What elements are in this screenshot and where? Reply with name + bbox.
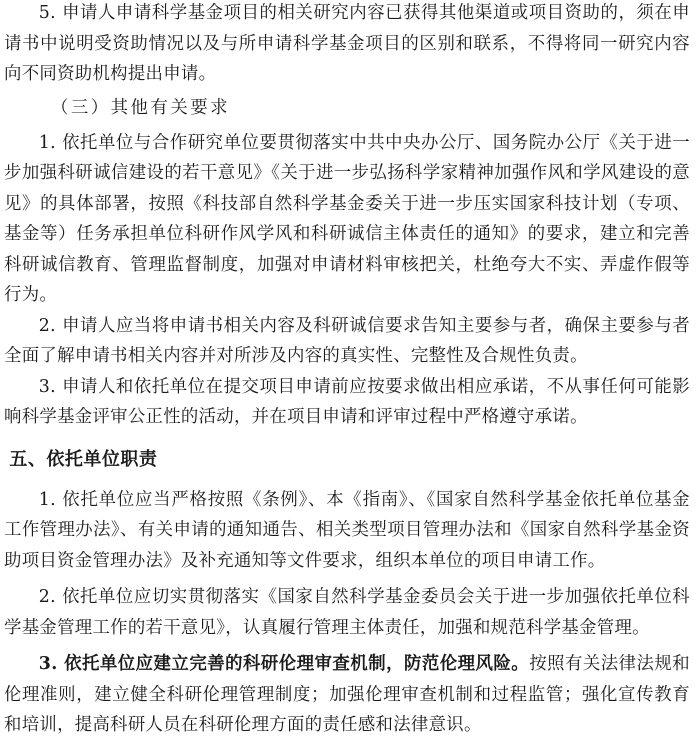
section-heading: 五、依托单位职责 (9, 448, 158, 470)
paragraph-duty-2: 2. 依托单位应切实贯彻落实《国家自然科学基金委员会关于进一步加强依托单位科学基金管理工作的若干意见》，认真履行管理主体责任，加强和规范科学基金管理。 (4, 587, 690, 638)
paragraph-duty-1: 1. 依托单位应当严格按照《条例》、本《指南》、《国家自然科学基金依托单位基金工作管理办法》、有关申请的通知通告、相关类型项目管理办法和《国家自然科学基金资助项目资金管理办法》及补充通知等文件要求，组织本单位的项目申请工作。 (4, 489, 690, 571)
subsection-heading: （三）其他有关要求 (50, 97, 230, 118)
paragraph-duty-3 (4, 649, 690, 741)
paragraph-other-requirement-1: 1. 依托单位与合作研究单位要贯彻落实中共中央办公厅、国务院办公厅《关于进一步加强科研诚信建设的若干意见》《关于进一步弘扬科学家精神加强作风和学风建设的意见》的具体部署，按照《科技部自然科学基金委关于进一步压实国家科技计划（专项、基金等）任务承担单位科研作风学风和科研诚信主体责任的通知》的要求，建立和完善科研诚信教育、管理监督制度，加强对申请材料审核把关，杜绝夸大不实、弄虚作假等行为。 (4, 132, 690, 305)
paragraph-other-requirement-2: 2. 申请人应当将申请书相关内容及科研诚信要求告知主要参与者，确保主要参与者全面了解申请书相关内容并对所涉及内容的真实性、完整性及合规性负责。 (4, 315, 690, 366)
paragraph-duty-3-emphasis: 3. 依托单位应建立完善的科研伦理审查机制，防范伦理风险。 (38, 654, 530, 674)
paragraph-duty-3-rest: 按照有关法律法规和伦理准则，建立健全科研伦理管理制度；加强伦理审查机制和过程监管；强化宣传教育和培训，提高科研人员在科研伦理方面的责任感和法律意识。 (4, 654, 690, 735)
paragraph-other-requirement-3: 3. 申请人和依托单位在提交项目申请前应按要求做出相应承诺，不从事任何可能影响科学基金评审公正性的活动，并在项目申请和评审过程中严格遵守承诺。 (4, 376, 690, 427)
paragraph-item-5: 5. 申请人申请科学基金项目的相关研究内容已获得其他渠道或项目资助的，须在申请书中说明受资助情况以及与所申请科学基金项目的区别和联系，不得将同一研究内容向不同资助机构提出申请。 (4, 3, 690, 84)
